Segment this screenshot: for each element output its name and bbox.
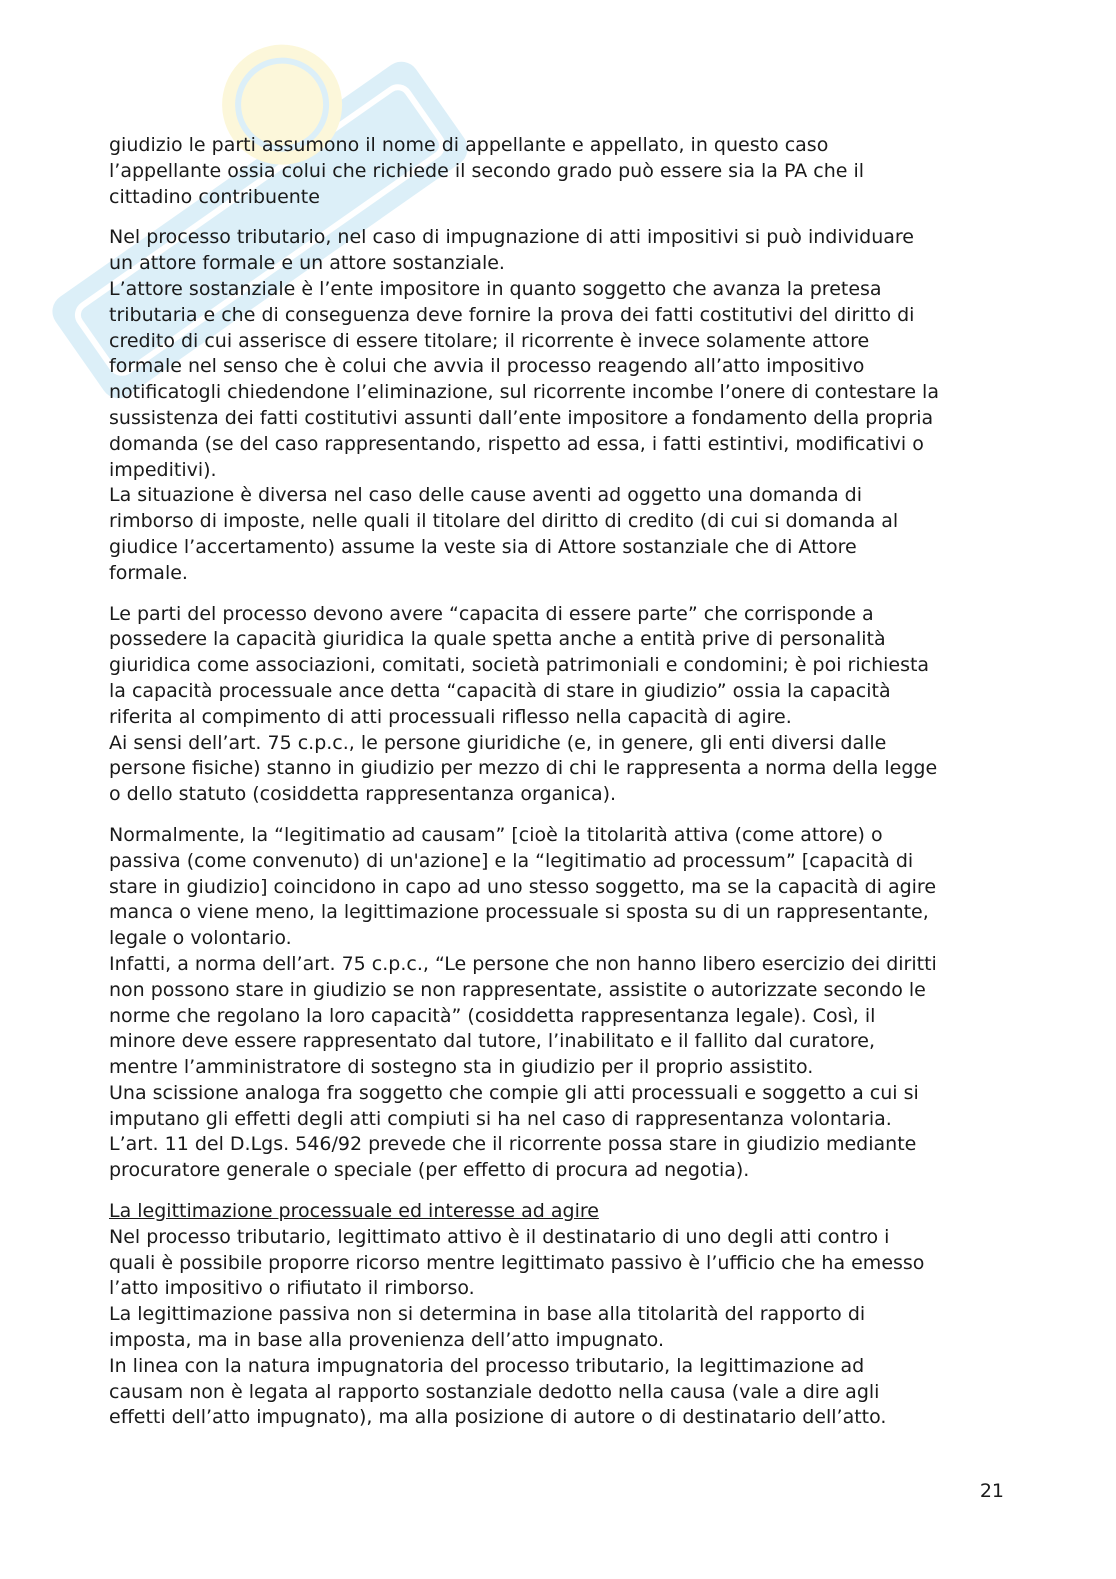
text-line: Una scissione analoga fra soggetto che compie gli atti processuali e soggetto a cui si (109, 1081, 919, 1104)
text-line: quali è possibile proporre ricorso mentre legittimato passivo è l’ufficio che ha emesso (109, 1251, 925, 1274)
paragraph (109, 602, 1014, 808)
text-line: la capacità processuale ance detta “capacità di stare in giudizio” ossia la capacità (109, 679, 891, 702)
page-body (109, 133, 1014, 1446)
text-line: giudice l’accertamento) assume la veste sia di Attore sostanziale che di Attore (109, 535, 857, 558)
text-line: riferita al compimento di atti processuali riflesso nella capacità di agire. (109, 705, 792, 728)
text-line: Normalmente, la “legitimatio ad causam” [cioè la titolarità attiva (come attore) o (109, 823, 883, 846)
text-line: norme che regolano la loro capacità” (cosiddetta rappresentanza legale). Così, il (109, 1004, 876, 1027)
text-line: procuratore generale o speciale (per effetto di procura ad negotia). (109, 1159, 750, 1182)
text-line: sussistenza dei fatti costitutivi assunti dall’ente impositore a fondamento della propria (109, 406, 934, 429)
text-line: imposta, ma in base alla provenienza dell’atto impugnato. (109, 1329, 664, 1352)
text-line: non possono stare in giudizio se non rappresentate, assistite o autorizzate secondo le (109, 978, 926, 1001)
text-line: formale nel senso che è colui che avvia il processo reagendo all’atto impositivo (109, 355, 865, 378)
paragraph-list (109, 133, 1014, 1184)
text-line: l’atto impositivo o rifiutato il rimborso. (109, 1277, 475, 1300)
page-number: 21 (979, 1480, 1004, 1502)
text-line: un attore formale e un attore sostanziale. (109, 252, 505, 275)
text-line: Ai sensi dell’art. 75 c.p.c., le persone giuridiche (e, in genere, gli enti diversi dalle (109, 731, 887, 754)
paragraph (109, 133, 1014, 210)
text-line: stare in giudizio] coincidono in capo ad uno stesso soggetto, ma se la capacità di agire (109, 875, 937, 898)
section (109, 1199, 1014, 1431)
text-line: Nel processo tributario, legittimato attivo è il destinatario di uno degli atti contro i (109, 1225, 890, 1248)
text-line: manca o viene meno, la legittimazione processuale si sposta su di un rappresentante, (109, 901, 929, 924)
text-line: effetti dell’atto impugnato), ma alla posizione di autore o di destinatario dell’atto. (109, 1406, 887, 1429)
text-line: cittadino contribuente (109, 185, 320, 208)
text-line: giuridica come associazioni, comitati, società patrimoniali e condomini; è poi richiesta (109, 654, 930, 677)
text-line: L’attore sostanziale è l’ente impositore in quanto soggetto che avanza la pretesa (109, 277, 882, 300)
text-line: minore deve essere rappresentato dal tutore, l’inabilitato e il fallito dal curatore, (109, 1030, 876, 1053)
text-line: o dello statuto (cosiddetta rappresentanza organica). (109, 783, 617, 806)
text-line: causam non è legata al rapporto sostanziale dedotto nella causa (vale a dire agli (109, 1380, 880, 1403)
text-line: possedere la capacità giuridica la quale spetta anche a entità prive di personalità (109, 628, 886, 651)
text-line: giudizio le parti assumono il nome di appellante e appellato, in questo caso (109, 134, 829, 156)
text-line: L’art. 11 del D.Lgs. 546/92 prevede che il ricorrente possa stare in giudizio mediante (109, 1133, 917, 1156)
section-body (109, 1225, 1014, 1431)
text-line: impeditivi). (109, 458, 217, 481)
paragraph (109, 823, 1014, 1184)
text-line: Le parti del processo devono avere “capacita di essere parte” che corrisponde a (109, 602, 874, 625)
text-line: tributaria e che di conseguenza deve fornire la prova dei fatti costitutivi del diritto di (109, 303, 915, 326)
text-line: In linea con la natura impugnatoria del processo tributario, la legittimazione ad (109, 1354, 865, 1377)
text-line: domanda (se del caso rappresentando, rispetto ad essa, i fatti estintivi, modificativi o (109, 432, 924, 455)
text-line: persone fisiche) stanno in giudizio per mezzo di chi le rappresenta a norma della legge (109, 757, 938, 780)
text-line: passiva (come convenuto) di un'azione] e la “legitimatio ad processum” [capacità di (109, 849, 914, 872)
text-line: mentre l’amministratore di sostegno sta in giudizio per il proprio assistito. (109, 1056, 814, 1079)
paragraph (109, 225, 1014, 586)
text-line: formale. (109, 561, 188, 584)
text-line: legale o volontario. (109, 927, 292, 950)
section-heading: La legittimazione processuale ed interesse ad agire (109, 1200, 599, 1223)
text-line: La legittimazione passiva non si determina in base alla titolarità del rapporto di (109, 1303, 866, 1326)
text-line: l’appellante ossia colui che richiede il secondo grado può essere sia la PA che il (109, 159, 865, 182)
text-line: notificatogli chiedendone l’eliminazione, sul ricorrente incombe l’onere di contestare la (109, 381, 939, 404)
text-line: La situazione è diversa nel caso delle cause aventi ad oggetto una domanda di (109, 484, 862, 507)
text-line: credito di cui asserisce di essere titolare; il ricorrente è invece solamente attore (109, 329, 870, 352)
text-line: imputano gli effetti degli atti compiuti si ha nel caso di rappresentanza volontaria. (109, 1107, 892, 1130)
text-line: rimborso di imposte, nelle quali il titolare del diritto di credito (di cui si domanda al (109, 510, 899, 533)
text-line: Infatti, a norma dell’art. 75 c.p.c., “Le persone che non hanno libero esercizio dei diritti (109, 952, 937, 975)
text-line: Nel processo tributario, nel caso di impugnazione di atti impositivi si può individuare (109, 226, 914, 249)
